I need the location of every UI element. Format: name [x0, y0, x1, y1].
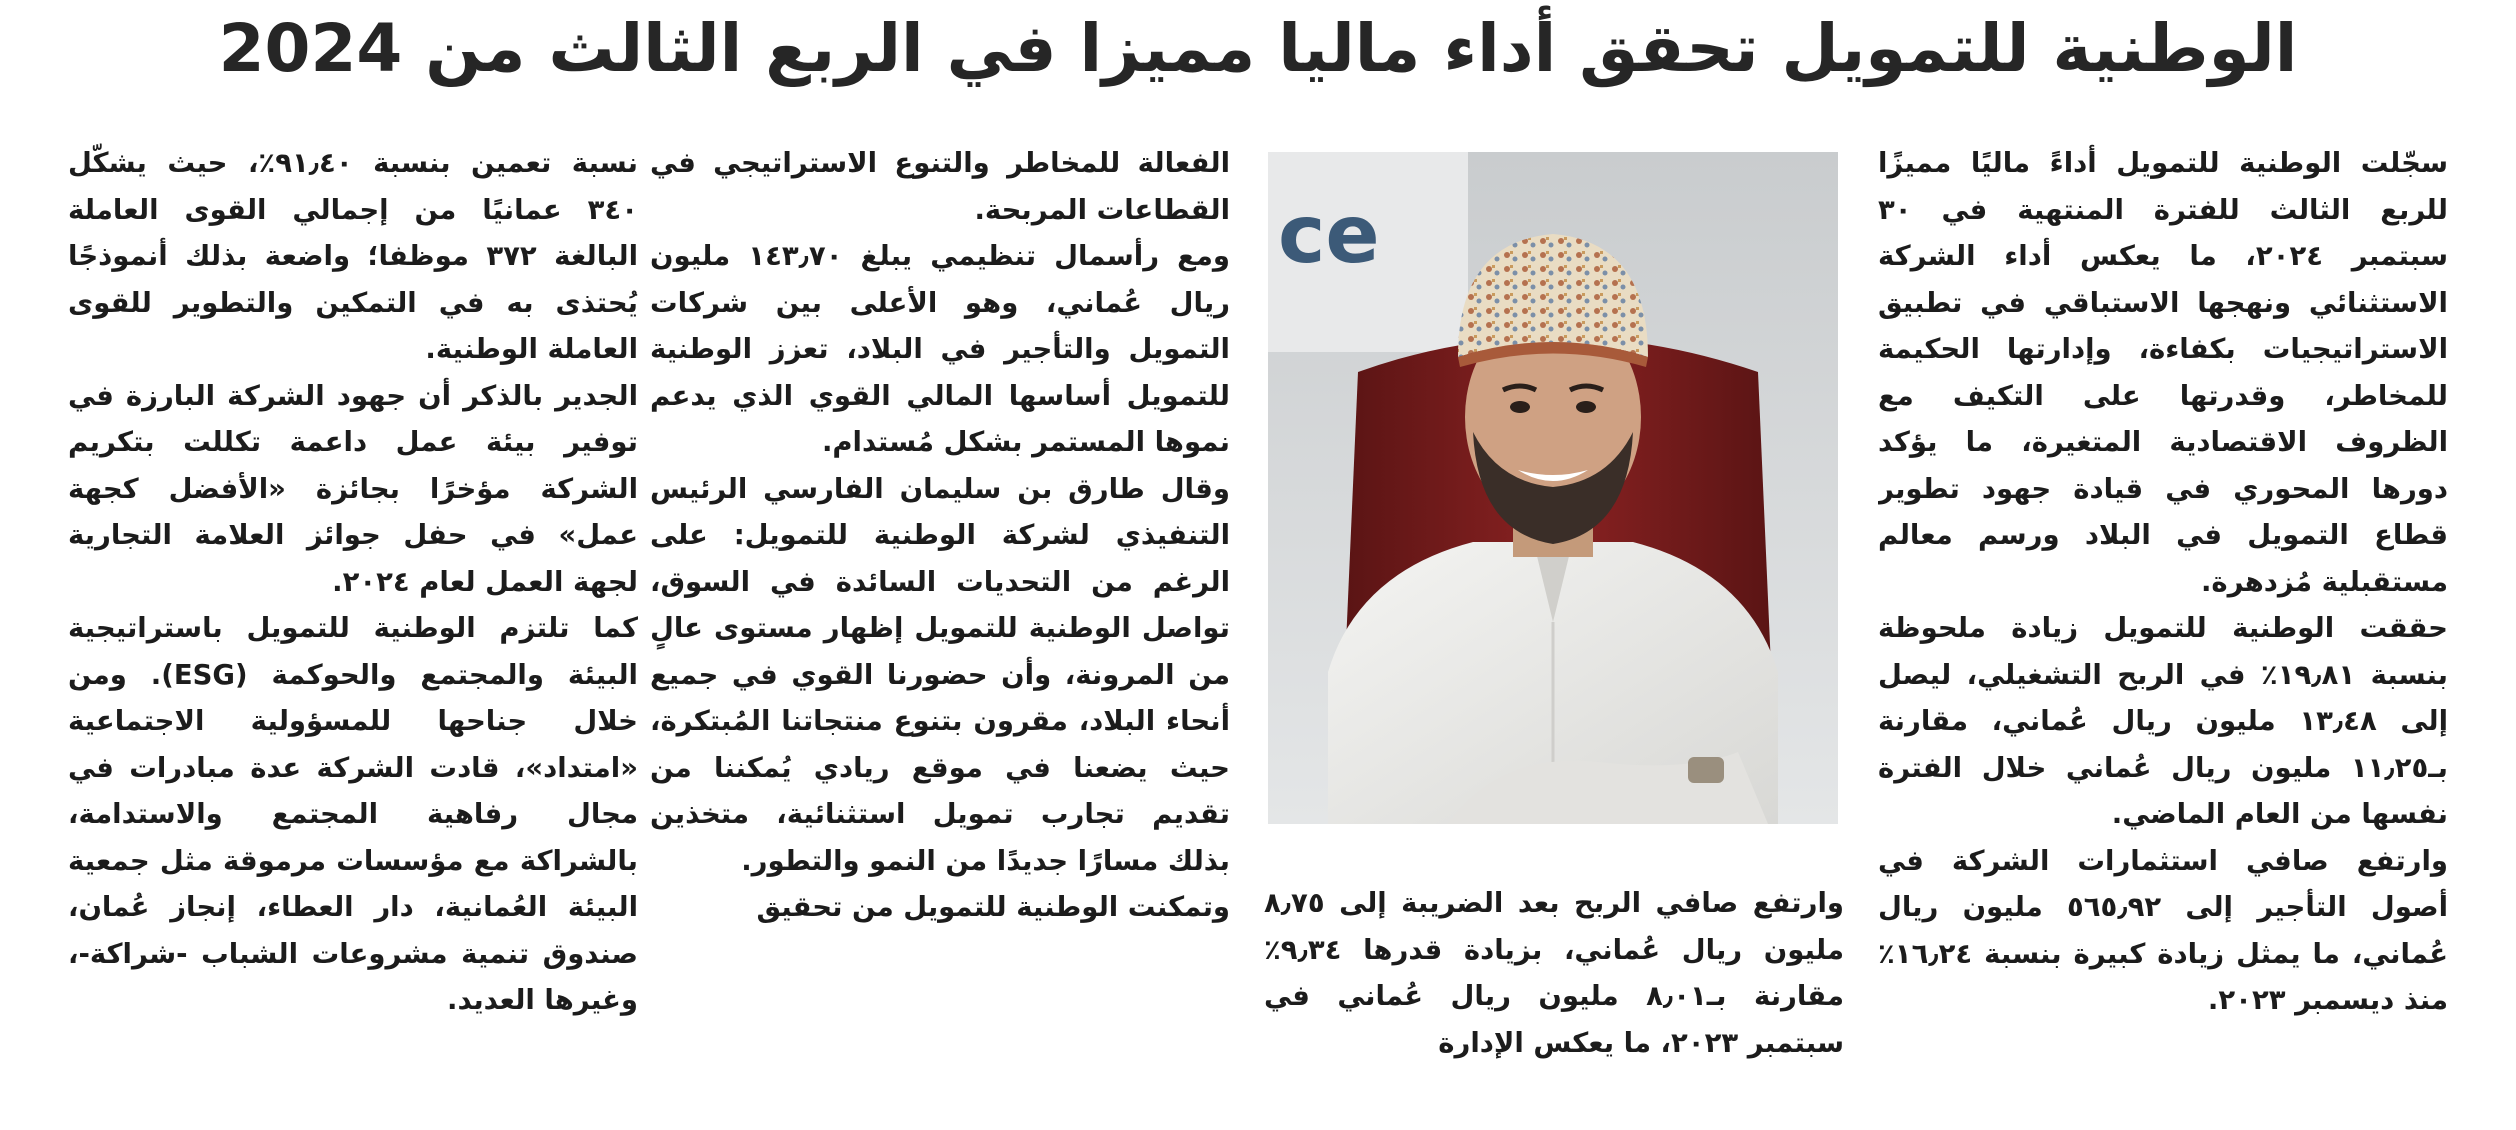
paragraph: الفعالة للمخاطر والتنوع الاستراتيجي في القطاعات المربحة. — [650, 147, 1230, 226]
paragraph: كما تلتزم الوطنية للتمويل باستراتيجية البيئة والمجتمع والحوكمة (ESG). ومن خلال جناحها للمسؤولية الاجتماعية «امتداد»، قادت الشركة عدة مبادرات في مجال رفاهية المجتمع والاستدامة، بالشراكة مع مؤسسات مرموقة مثل جمعية البيئة العُمانية، دار العطاء، إنجاز عُمان، صندوق تنمية مشروعات الشباب -شراكة-، وغيرها العديد. — [68, 612, 638, 1016]
paragraph: وارتفع صافي الربح بعد الضريبة إلى ٨٫٧٥ مليون ريال عُماني، بزيادة قدرها ٩٫٣٤٪ مقارنة بـ٨٫٠١ مليون ريال عُماني في سبتمبر ٢٠٢٣، ما يعكس الإدارة — [1264, 887, 1844, 1059]
paragraph: حققت الوطنية للتمويل زيادة ملحوظة بنسبة ١٩٫٨١٪ في الربح التشغيلي، ليصل إلى ١٣٫٤٨ مليون ريال عُماني، مقارنة بـ١١٫٢٥ مليون ريال عُماني خلال الفترة نفسها من العام الماضي. — [1878, 612, 2448, 830]
paragraph: سجّلت الوطنية للتمويل أداءً ماليًا مميزًا للربع الثالث للفترة المنتهية في ٣٠ سبتمبر ٢٠٢٤، ما يعكس أداء الشركة الاستثنائي ونهجها الاستباقي في تطبيق الاستراتيجيات بكفاءة، وإدارتها الحكيمة للمخاطر، وقدرتها على التكيف مع الظروف الاقتصادية المتغيرة، ما يؤكد دورها المحوري في قيادة جهود تطوير قطاع التمويل في البلاد ورسم معالم مستقبلية مُزدهرة. — [1878, 147, 2448, 598]
article-column-1 — [1878, 140, 2448, 1090]
paragraph: الجدير بالذكر أن جهود الشركة البارزة في توفير بيئة عمل داعمة تكللت بتكريم الشركة مؤخرًا بجائزة «الأفضل كجهة عمل» في حفل جوائز العلامة التجارية لجهة العمل لعام ٢٠٢٤. — [68, 379, 638, 598]
background-sign-text: ce — [1278, 188, 1380, 281]
paragraph: نسبة تعمين بنسبة ٩١٫٤٠٪، حيث يشكّل ٣٤٠ عمانيًا من إجمالي القوى العاملة البالغة ٣٧٢ موظفا؛ واضعة بذلك أنموذجًا يُحتذى به في التمكين والتطوير للقوى العاملة الوطنية. — [68, 147, 638, 365]
paragraph: وقال طارق بن سليمان الفارسي الرئيس التنفيذي لشركة الوطنية للتمويل: على الرغم من التحديات السائدة في السوق، تواصل الوطنية للتمويل إظهار مستوى عالٍ من المرونة، وأن حضورنا القوي في جميع أنحاء البلاد، مقرون بتنوع منتجاتنا المُبتكرة، حيث يضعنا في موقع ريادي يُمكننا من تقديم تجارب تمويل استثنائية، متخذين بذلك مسارًا جديدًا من النمو والتطور. — [650, 472, 1230, 877]
article-column-5 — [68, 140, 638, 1090]
article-column-3 — [1264, 880, 1844, 1090]
article-column-4 — [650, 140, 1230, 1090]
paragraph: ومع رأسمال تنظيمي يبلغ ١٤٣٫٧٠ مليون ريال عُماني، وهو الأعلى بين شركات التمويل والتأجير في البلاد، تعزز الوطنية للتمويل أساسها المالي القوي الذي يدعم نموها المستمر بشكل مُستدام. — [650, 240, 1230, 458]
article-headline: الوطنية للتمويل تحقق أداء ماليا مميزا في الربع الثالث من 2024 — [218, 10, 2298, 87]
paragraph: وارتفع صافي استثمارات الشركة في أصول التأجير إلى ٥٦٥٫٩٢ مليون ريال عُماني، ما يمثل زيادة كبيرة بنسبة ١٦٫٢٤٪ منذ ديسمبر ٢٠٢٣. — [1878, 844, 2448, 1016]
executive-portrait-photo — [1268, 152, 1838, 824]
paragraph: وتمكنت الوطنية للتمويل من تحقيق — [756, 891, 1230, 923]
